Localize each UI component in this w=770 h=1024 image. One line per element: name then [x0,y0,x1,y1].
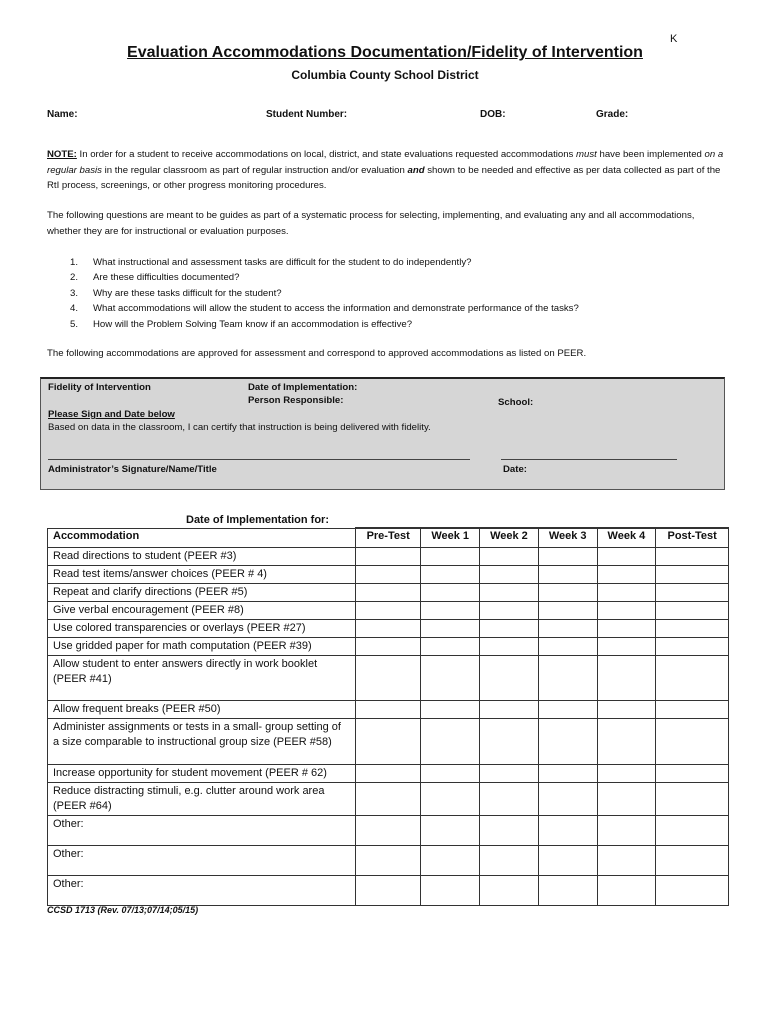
note-text: shown to be needed and effective as per data collected as part of the RtI process, screenings, or other progress monitoring procedures. [47,164,721,191]
table-row [48,656,729,701]
date-cell[interactable] [538,566,597,584]
date-cell[interactable] [656,719,729,765]
guide-question [70,317,579,332]
date-cell[interactable] [480,846,539,876]
date-cell[interactable] [597,719,656,765]
date-cell[interactable] [656,620,729,638]
date-cell[interactable] [538,783,597,816]
accommodation-label: Give verbal encouragement (PEER #8) [48,602,356,620]
other-accommodation-label[interactable]: Other: [48,846,356,876]
date-cell[interactable] [538,719,597,765]
accommodation-label: Allow student to enter answers directly in work booklet (PEER #41) [48,656,356,701]
date-cell[interactable] [356,620,421,638]
form-footer-code: CCSD 1713 (Rev. 07/13;07/14;05/15) [47,905,199,915]
date-cell[interactable] [421,620,480,638]
date-cell[interactable] [480,701,539,719]
accommodation-label: Allow frequent breaks (PEER #50) [48,701,356,719]
accommodation-column-header: Accommodation [48,528,356,548]
district-name: Columbia County School District [291,68,479,82]
date-cell[interactable] [480,566,539,584]
accommodation-label: Repeat and clarify directions (PEER #5) [48,584,356,602]
date-cell[interactable] [480,719,539,765]
date-cell[interactable] [538,701,597,719]
table-row [48,876,729,906]
date-cell[interactable] [656,765,729,783]
date-cell[interactable] [597,656,656,701]
approved-paragraph: The following accommodations are approved for assessment and correspond to approved accommodations as listed on PEER. [47,348,587,359]
date-cell[interactable] [480,638,539,656]
note-label: NOTE: [47,149,77,160]
date-cell[interactable] [480,876,539,906]
date-signature-line[interactable] [501,459,677,460]
date-cell[interactable] [480,584,539,602]
date-cell[interactable] [421,719,480,765]
grade-field-label: Grade: [596,109,629,120]
date-cell[interactable] [538,765,597,783]
date-cell[interactable] [421,602,480,620]
table-row [48,816,729,846]
table-row [48,765,729,783]
table-row [48,638,729,656]
date-cell[interactable] [421,656,480,701]
date-cell[interactable] [656,701,729,719]
note-emphasis-must: must [576,149,597,160]
date-cell[interactable] [421,876,480,906]
date-cell[interactable] [480,656,539,701]
date-cell[interactable] [656,656,729,701]
date-cell[interactable] [538,548,597,566]
date-cell[interactable] [597,876,656,906]
date-cell[interactable] [597,846,656,876]
date-cell[interactable] [538,584,597,602]
table-header-row [48,528,729,548]
question-text: Are these difficulties documented? [93,272,240,284]
accommodation-label: Use gridded paper for math computation (PEER #39) [48,638,356,656]
date-cell[interactable] [421,783,480,816]
date-cell[interactable] [356,638,421,656]
page-title: Evaluation Accommodations Documentation/Fidelity of Intervention [127,44,643,61]
date-cell[interactable] [656,783,729,816]
date-cell[interactable] [597,620,656,638]
date-cell[interactable] [356,876,421,906]
accommodation-label: Read directions to student (PEER #3) [48,548,356,566]
date-label: Date: [503,464,527,475]
fidelity-heading: Fidelity of Intervention [48,382,151,393]
accommodation-label: Administer assignments or tests in a small- group setting of a size comparable to instructional group size (PEER #58) [48,719,356,765]
dob-field-label: DOB: [480,109,506,120]
date-cell[interactable] [597,816,656,846]
date-cell[interactable] [597,584,656,602]
note-text: have been implemented [596,149,705,160]
date-cell[interactable] [356,783,421,816]
date-cell[interactable] [597,783,656,816]
week-1-column-header: Week 1 [421,528,480,548]
table-row [48,548,729,566]
week-3-column-header: Week 3 [538,528,597,548]
date-cell[interactable] [538,816,597,846]
date-cell[interactable] [538,656,597,701]
question-text: What instructional and assessment tasks are difficult for the student to do independently? [93,257,472,268]
date-cell[interactable] [480,783,539,816]
post-test-column-header: Post-Test [656,528,729,548]
date-cell[interactable] [421,765,480,783]
date-cell[interactable] [356,765,421,783]
date-cell[interactable] [421,816,480,846]
date-cell[interactable] [480,765,539,783]
guide-question [70,255,579,270]
table-row [48,701,729,719]
date-cell[interactable] [538,602,597,620]
date-cell[interactable] [356,846,421,876]
date-cell[interactable] [597,548,656,566]
admin-signature-line[interactable] [48,459,470,460]
date-cell[interactable] [421,584,480,602]
table-row [48,846,729,876]
table-row [48,620,729,638]
date-cell[interactable] [597,566,656,584]
date-cell[interactable] [656,638,729,656]
accommodation-label: Increase opportunity for student movement (PEER # 62) [48,765,356,783]
date-cell[interactable] [356,602,421,620]
date-cell[interactable] [656,548,729,566]
date-cell[interactable] [356,816,421,846]
date-cell[interactable] [597,602,656,620]
date-cell[interactable] [538,846,597,876]
date-cell[interactable] [480,816,539,846]
school-label: School: [498,397,534,408]
certify-statement: Based on data in the classroom, I can certify that instruction is being delivered with fidelity. [48,422,431,433]
student-number-field-label: Student Number: [266,109,348,120]
fidelity-section [40,377,725,490]
date-cell[interactable] [656,846,729,876]
date-cell[interactable] [421,548,480,566]
table-row [48,602,729,620]
guide-paragraph: The following questions are meant to be guides as part of a systematic process for selecting, implementing, and evaluating any and all accommodations, whether they are for instructional or evaluation purposes. [47,210,695,237]
date-cell[interactable] [421,701,480,719]
date-cell[interactable] [656,584,729,602]
note-text: In order for a student to receive accommodations on local, district, and state evaluations requested accommodations [76,149,577,160]
person-responsible-label: Person Responsible: [248,395,344,406]
other-accommodation-label[interactable]: Other: [48,876,356,906]
note-paragraph [47,147,727,194]
admin-signature-label: Administrator’s Signature/Name/Title [48,464,217,475]
date-implementation-heading: Date of Implementation for: [186,514,330,526]
date-cell[interactable] [656,566,729,584]
date-cell[interactable] [421,566,480,584]
date-cell[interactable] [356,566,421,584]
date-cell[interactable] [356,584,421,602]
question-number: 5. [70,318,79,330]
date-cell[interactable] [656,816,729,846]
week-2-column-header: Week 2 [480,528,539,548]
date-cell[interactable] [597,638,656,656]
date-cell[interactable] [480,602,539,620]
date-cell[interactable] [597,701,656,719]
date-cell[interactable] [538,620,597,638]
table-row [48,719,729,765]
question-text: What accommodations will allow the student to access the information and demonstrate performance of the tasks? [93,303,579,315]
question-number: 1. [70,257,79,268]
other-accommodation-label[interactable]: Other: [48,816,356,846]
accommodation-label: Read test items/answer choices (PEER # 4) [48,566,356,584]
date-cell[interactable] [480,548,539,566]
guide-question [70,301,579,316]
accommodation-label: Reduce distracting stimuli, e.g. clutter around work area (PEER #64) [48,783,356,816]
date-cell[interactable] [656,602,729,620]
guide-question [70,270,579,285]
week-4-column-header: Week 4 [597,528,656,548]
question-text: How will the Problem Solving Team know if an accommodation is effective? [93,318,413,330]
question-number: 2. [70,272,79,284]
name-field-label: Name: [47,109,78,120]
accommodation-label: Use colored transparencies or overlays (PEER #27) [48,620,356,638]
date-cell[interactable] [421,638,480,656]
note-emphasis-regular: on a regular basis [47,149,724,176]
guide-question [70,286,579,301]
pre-test-column-header: Pre-Test [356,528,421,548]
date-cell[interactable] [421,846,480,876]
date-cell[interactable] [356,656,421,701]
note-text: in the regular classroom as part of regular instruction and/or evaluation [101,164,408,176]
question-number: 4. [70,303,79,315]
date-cell[interactable] [356,719,421,765]
guide-question-list [70,255,579,332]
date-cell[interactable] [597,765,656,783]
sign-instruction: Please Sign and Date below [48,409,175,420]
date-cell[interactable] [356,548,421,566]
table-row [48,783,729,816]
date-cell[interactable] [656,876,729,906]
table-row [48,566,729,584]
note-emphasis-and: and [407,164,425,176]
date-cell[interactable] [356,701,421,719]
question-number: 3. [70,287,79,299]
corner-mark: K [670,33,678,45]
date-cell[interactable] [538,638,597,656]
date-cell[interactable] [480,620,539,638]
date-cell[interactable] [538,876,597,906]
accommodation-table [47,527,729,906]
table-row [48,584,729,602]
date-of-implementation-label: Date of Implementation: [248,382,358,393]
question-text: Why are these tasks difficult for the student? [93,287,282,299]
